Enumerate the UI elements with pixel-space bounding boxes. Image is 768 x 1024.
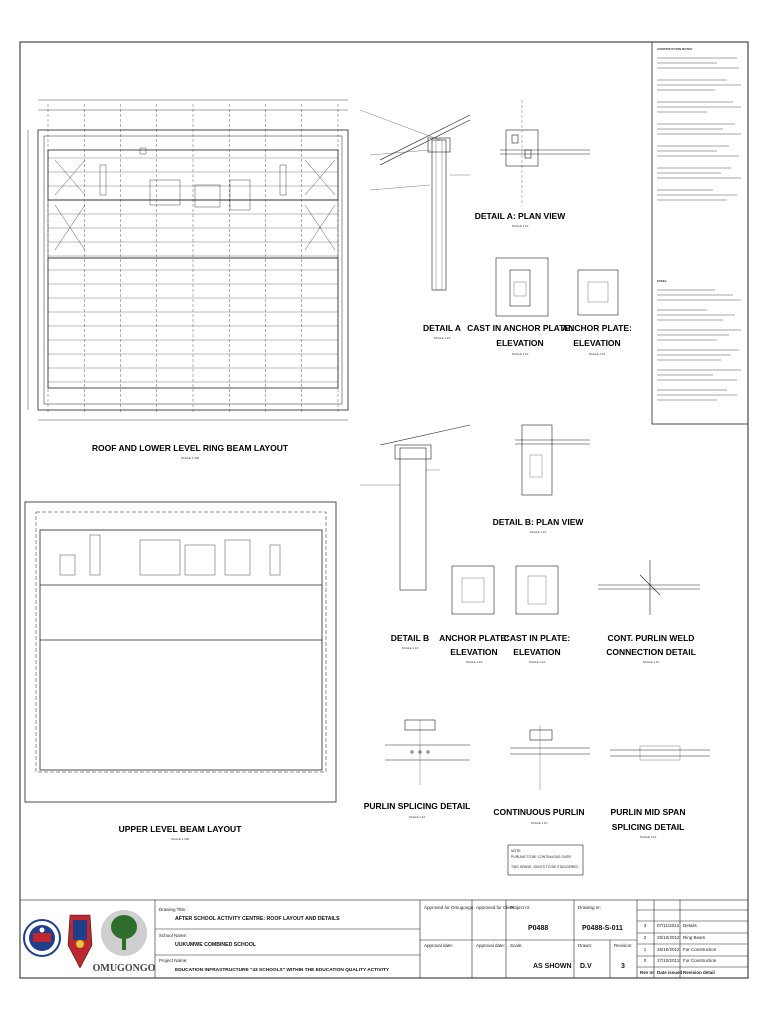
revision-row-detail: Details [683, 923, 697, 928]
detail-b-plan-drawing [515, 425, 590, 495]
drawing-title-label: Drawing Title: [159, 907, 187, 912]
drawing-title: AFTER SCHOOL ACTIVITY CENTRE: ROOF LAYOUT AND DETAILS [175, 916, 340, 922]
drawn-value: D.V [580, 963, 592, 970]
cast-in-plate-title-line1: CAST IN PLATE: [503, 633, 571, 643]
anchor-plate-b-title-line2: ELEVATION [450, 647, 498, 657]
approved-client-label: Approved for Client: [476, 905, 516, 910]
note-line-2: TWO SPANS, JOINTS TO BE STAGGERED [511, 865, 579, 869]
omugongo-logo [93, 910, 156, 974]
cast-in-plate-scale: SCALE 1:10 [528, 660, 546, 664]
project-nr: P0488 [528, 925, 549, 932]
revision-row-rev: 3 [643, 923, 647, 928]
omugongo-logo-word: OMUGONGO [92, 963, 156, 974]
cast-in-anchor-plate-title-line1: CAST IN ANCHOR PLATE: [467, 323, 573, 333]
purlin-mid-scale: SCALE 1:10 [639, 835, 657, 839]
anchor-plate-a-drawing [578, 270, 618, 315]
usaid-mca-seal [24, 920, 60, 956]
note-line-1: PURLINS TO BE CONTINUOUS OVER [511, 855, 571, 859]
drawing-nr: P0488-S-011 [582, 925, 623, 932]
upper-layout-plan [25, 502, 336, 802]
detail-a-plan-drawing [500, 100, 590, 206]
cast-in-anchor-plate-scale: SCALE 1:10 [511, 352, 529, 356]
detail-a-scale: SCALE 1:10 [433, 336, 451, 340]
revision-row-date: 26/10/2012 [657, 947, 680, 952]
revision-row-detail: Ring Beam [683, 935, 706, 940]
approved-omugongo-label: Approved for Omugongo: [424, 905, 475, 910]
revision-header-date: Date issued [657, 970, 683, 975]
anchor-plate-a-scale: SCALE 1:10 [588, 352, 606, 356]
anchor-plate-b-scale: SCALE 1:10 [465, 660, 483, 664]
roof-layout-scale: SCALE 1:100 [180, 456, 200, 460]
anchor-plate-a-title-line2: ELEVATION [573, 338, 621, 348]
project-name: EDUCATION INFRASTRUCTURE "43 SCHOOLS" WITHIN THE EDUCATION QUALITY ACTIVITY [175, 968, 390, 973]
cast-in-plate-title-line2: ELEVATION [513, 647, 561, 657]
revision-row-date: 17/10/2012 [657, 958, 680, 963]
purlin-mid-title-line2: SPLICING DETAIL [611, 822, 685, 832]
purlin-splicing-title: PURLIN SPLICING DETAIL [363, 801, 471, 811]
construction-notes-panel [652, 42, 748, 424]
purlin-weld-scale: SCALE 1:10 [642, 660, 660, 664]
purlin-splicing-drawing [385, 720, 470, 785]
cast-in-anchor-plate-drawing [496, 258, 548, 316]
purlin-weld-drawing [598, 560, 700, 615]
detail-a-drawing [360, 110, 470, 290]
school-name-label: School Name: [159, 933, 188, 938]
school-name: UUKUMWE COMBINED SCHOOL [175, 942, 256, 948]
revision-row-rev: 2 [643, 935, 647, 940]
scale-label: Scale: [510, 943, 523, 948]
continuous-purlin-drawing [510, 725, 590, 790]
anchor-plate-b-drawing [452, 566, 494, 614]
drawing-nr-label: Drawing nr: [578, 905, 602, 910]
upper-layout-scale: SCALE 1:100 [170, 837, 190, 841]
revision-row-date: 29/10/2012 [657, 935, 680, 940]
purlin-note-box [508, 845, 583, 875]
continuous-purlin-scale: SCALE 1:10 [530, 821, 548, 825]
purlin-splicing-scale: SCALE 1:10 [408, 815, 426, 819]
revision-row-detail: For Construction [683, 958, 717, 963]
revision-row-date: 07/11/2012 [657, 923, 680, 928]
purlin-weld-title-line1: CONT. PURLIN WELD [607, 633, 695, 643]
continuous-purlin-title: CONTINUOUS PURLIN [493, 807, 585, 817]
approval-date-label-2: Approval date: [476, 943, 506, 948]
cast-in-anchor-plate-title-line2: ELEVATION [496, 338, 544, 348]
construction-notes-heading: CONSTRUCTION NOTES [657, 47, 693, 51]
revision-row-detail: For Construction [683, 947, 717, 952]
purlin-weld-title-line2: CONNECTION DETAIL [606, 647, 696, 657]
detail-b-plan-title: DETAIL B: PLAN VIEW [492, 517, 584, 527]
roof-layout-title: ROOF AND LOWER LEVEL RING BEAM LAYOUT [91, 443, 289, 453]
drawn-label: Drawn: [578, 943, 593, 948]
detail-b-plan-scale: SCALE 1:10 [529, 530, 547, 534]
upper-layout-title: UPPER LEVEL BEAM LAYOUT [118, 824, 242, 834]
detail-b-drawing [360, 425, 470, 590]
revision-header-rev: Rev nr [640, 970, 655, 975]
purlin-mid-title-line1: PURLIN MID SPAN [610, 807, 686, 817]
namibia-coat-of-arms [68, 915, 92, 968]
scale-value: AS SHOWN [533, 963, 572, 970]
revision-label: Revision: [614, 943, 633, 948]
anchor-plate-a-title-line1: ANCHOR PLATE: [562, 323, 632, 333]
project-nr-label: Project nr: [510, 905, 531, 910]
purlin-mid-span-drawing [610, 746, 710, 760]
note-label: NOTE: [511, 849, 522, 853]
roof-layout-plan [28, 100, 348, 420]
detail-b-title: DETAIL B [390, 633, 430, 643]
revision-value: 3 [621, 963, 625, 970]
revision-header-detail: Revision detail [683, 970, 715, 975]
detail-a-plan-title: DETAIL A: PLAN VIEW [474, 211, 566, 221]
anchor-plate-b-title-line1: ANCHOR PLATE: [439, 633, 509, 643]
revision-row-rev: 0 [643, 958, 647, 963]
steel-heading: STEEL [657, 279, 667, 283]
approval-date-label-1: Approval date: [424, 943, 454, 948]
revision-row-rev: 1 [643, 947, 647, 952]
project-name-label: Project Name: [159, 958, 188, 963]
cast-in-plate-drawing [516, 566, 558, 614]
detail-b-scale: SCALE 1:10 [401, 646, 419, 650]
detail-a-plan-scale: SCALE 1:10 [511, 224, 529, 228]
detail-a-title: DETAIL A [422, 323, 462, 333]
